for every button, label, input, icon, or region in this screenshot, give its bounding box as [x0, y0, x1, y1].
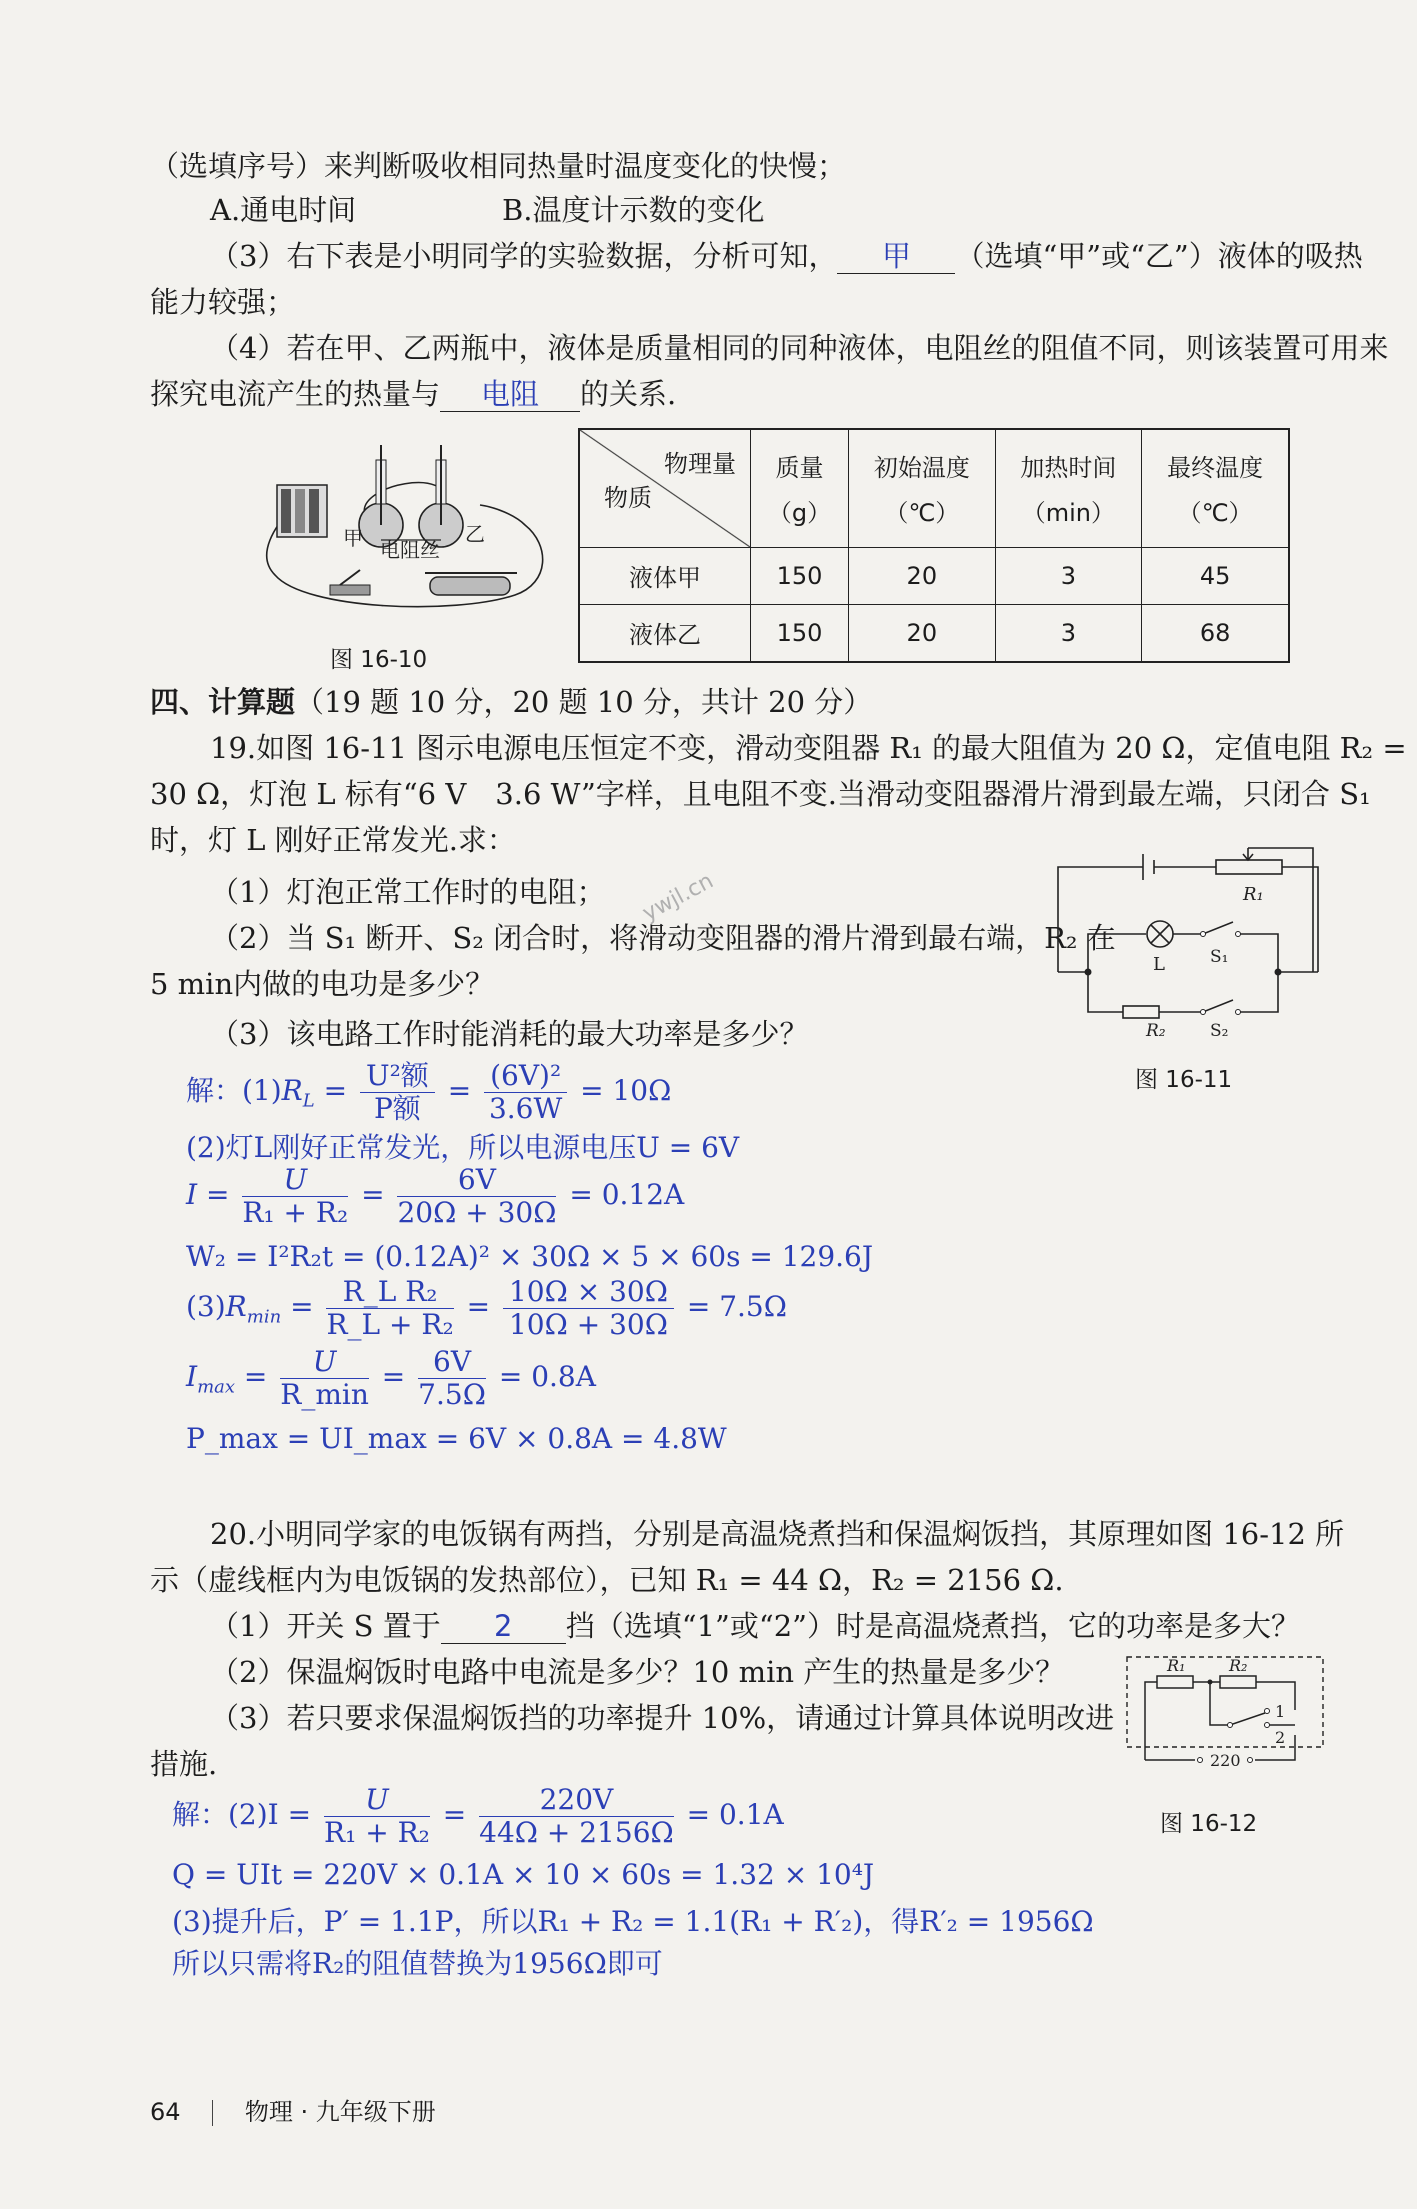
table-header-initial-temp: 初始温度 （℃）: [849, 429, 996, 547]
q18-part3-pre: （3）右下表是小明同学的实验数据，分析可知，: [210, 239, 838, 273]
q19-line3: 时，灯 L 刚好正常发光.求：: [150, 823, 516, 857]
sol19-line5: $(3)R_{min}$ = $\frac{\text{R\_L R₂}}{\text{R\_L + R₂}}$ = $\frac{10\Omega \times 30\Omega}{10\Omega + 30\Omega}$ = 7.5Ω: [186, 1275, 787, 1341]
q20-line1: 20.小明同学家的电饭锅有两挡，分别是高温烧煮挡和保温焖饭挡，其原理如图 16-12 所: [210, 1517, 1345, 1551]
q19-sub3: （3）该电路工作时能消耗的最大功率是多少？: [210, 1017, 809, 1051]
q20-sub3a: （3）若只要求保温焖饭挡的功率提升 10%，请通过计算具体说明改进: [210, 1701, 1115, 1735]
q20-sub3b: 措施.: [150, 1747, 218, 1781]
fig1612-caption: 图 16-12: [1160, 1811, 1258, 1837]
table-cell: 68: [1142, 604, 1289, 662]
fig1611-l: L: [1153, 954, 1165, 975]
book-title: 物理 · 九年级下册: [244, 2098, 436, 2126]
q20-sub1-pre: （1）开关 S 置于: [210, 1609, 441, 1643]
table-cell: 20: [849, 547, 996, 604]
q19-sub1: （1）灯泡正常工作时的电阻；: [210, 875, 606, 909]
table-diag-bottom: 物质: [604, 483, 652, 512]
fig1612-r1: R₁: [1167, 1656, 1186, 1675]
fig1611-caption: 图 16-11: [1135, 1067, 1233, 1093]
table-header-heating-time: 加热时间 （min）: [995, 429, 1142, 547]
q18-option-b: B.温度计示数的变化: [502, 193, 765, 227]
q18-part3: [210, 236, 1363, 276]
fig1610-label-wire: 电阻丝: [380, 538, 440, 562]
fig1612-terminal1: 1: [1275, 1702, 1286, 1721]
table-header-final-temp: 最终温度 （℃）: [1142, 429, 1289, 547]
sol19-line3: I = $\frac{U}{\text{R₁ + R₂}}$ = $\frac{6V}{20\Omega + 30\Omega}$ = 0.12A: [186, 1163, 685, 1229]
fig1611-r1: R₁: [1243, 884, 1264, 905]
sol20-line1: 解：(2)I = $\frac{U}{\text{R₁ + R₂}}$ = $\frac{220V}{44\Omega + 2156\Omega}$ = 0.1A: [172, 1783, 784, 1849]
q19-line1: 19.如图 16-11 图示电源电压恒定不变，滑动变阻器 R₁ 的最大阻值为 20 Ω，定值电阻 R₂ =: [210, 731, 1407, 765]
fig1611-s2: S₂: [1210, 1021, 1229, 1041]
q18-part4-pre: 探究电流产生的热量与: [150, 377, 441, 411]
q18-part3-answer: 甲: [881, 239, 911, 273]
table-cell: 45: [1142, 547, 1289, 604]
sol19-line1: 解：$(1)R_L$ = $\frac{\text{U²额}}{\text{P额}}$ = $\frac{\text{(6V)²}}{3.6W}$ = 10Ω: [186, 1059, 672, 1125]
fig1611-r2: R₂: [1146, 1021, 1166, 1041]
sol20-line3: (3)提升后，P′ = 1.1P，所以R₁ + R₂ = 1.1(R₁ + R′₂)，得R′₂ = 1956Ω: [172, 1905, 1094, 1938]
sol19-a1-prefix: 解：(1): [186, 1074, 282, 1107]
q18-part4-line2: [150, 374, 676, 414]
table-header-mass: 质量 （g）: [751, 429, 849, 547]
sol19-line7: P_max = UI_max = 6V × 0.8A = 4.8W: [186, 1422, 727, 1455]
figure-16-12: [1125, 1655, 1325, 1785]
q19-sub2b: 5 min内做的电功是多少？: [150, 967, 495, 1001]
sol19-line4: W₂ = I²R₂t = (0.12A)² × 30Ω × 5 × 60s = 129.6J: [186, 1240, 874, 1273]
table-cell: 150: [751, 604, 849, 662]
sol20-b1-prefix: 解：(2)I =: [172, 1798, 312, 1831]
q20-sub2: （2）保温焖饭时电路中电流是多少？10 min 产生的热量是多少？: [210, 1655, 1065, 1689]
figure-16-11: [1048, 822, 1328, 1041]
sol19-line6: $I_{max}$ = $\frac{U}{R\_\min}$ = $\frac{6V}{7.5\Omega}$ = 0.8A: [186, 1345, 596, 1411]
q20-sub1: [210, 1606, 1300, 1646]
sol19-line2: (2)灯L刚好正常发光，所以电源电压U = 6V: [186, 1131, 740, 1164]
table-cell: 20: [849, 604, 996, 662]
section4-title: 四、计算题: [150, 685, 296, 719]
fig1612-voltage: 220: [1210, 1751, 1241, 1770]
table-row-label: 液体乙: [579, 604, 751, 662]
fig1610-label-jia: 甲: [343, 526, 363, 550]
fig1610-caption: 图 16-10: [330, 647, 428, 673]
q18-part4-line1: （4）若在甲、乙两瓶中，液体是质量相同的同种液体，电阻丝的阻值不同，则该装置可用来: [210, 331, 1389, 365]
q18-part4-answer: 电阻: [481, 377, 540, 411]
q20-sub1-post: 挡（选填“1”或“2”）时是高温烧煮挡，它的功率是多大？: [565, 1609, 1300, 1643]
q18-line1: （选填序号）来判断吸收相同热量时温度变化的快慢；: [150, 149, 847, 183]
table-cell: 3: [995, 604, 1142, 662]
q20-line2: 示（虚线框内为电饭锅的发热部位），已知 R₁ = 44 Ω，R₂ = 2156 Ω.: [150, 1563, 1064, 1597]
section4-heading: [150, 682, 872, 722]
table-cell: 3: [995, 547, 1142, 604]
table-row-label: 液体甲: [579, 547, 751, 604]
figure-16-10: [255, 445, 555, 620]
q18-part3-post: （选填“甲”或“乙”）液体的吸热: [955, 239, 1363, 273]
data-table: [578, 428, 1290, 663]
fig1610-label-yi: 乙: [465, 522, 485, 546]
fig1612-terminal2: 2: [1275, 1728, 1286, 1747]
fig1611-s1: S₁: [1210, 947, 1229, 967]
table-diag-top: 物理量: [664, 450, 736, 478]
q18-part4-post: 的关系.: [580, 377, 677, 411]
fig1612-r2: R₂: [1229, 1656, 1248, 1675]
sol20-line2: Q = UIt = 220V × 0.1A × 10 × 60s = 1.32 × 10⁴J: [172, 1858, 875, 1891]
footer-divider: [212, 2100, 213, 2126]
table-cell: 150: [751, 547, 849, 604]
page-number: 64: [150, 2098, 181, 2126]
q20-sub1-answer: 2: [494, 1609, 513, 1643]
table-diagonal-header: [579, 429, 751, 547]
table-row: [579, 547, 1289, 604]
q18-part3-line2: 能力较强；: [150, 285, 296, 319]
q19-sub2a: （2）当 S₁ 断开、S₂ 闭合时，将滑动变阻器的滑片滑到最右端，R₂ 在: [210, 921, 1116, 955]
watermark: ywjl.cn: [638, 868, 718, 927]
q18-option-a: A.通电时间: [210, 193, 357, 227]
sol20-line4: 所以只需将R₂的阻值替换为1956Ω即可: [172, 1947, 663, 1980]
section4-note: （19 题 10 分，20 题 10 分，共计 20 分）: [295, 685, 873, 719]
q19-line2: 30 Ω，灯泡 L 标有“6 V 3.6 W”字样，且电阻不变.当滑动变阻器滑片滑到最左端，只闭合 S₁: [150, 777, 1371, 811]
page-footer: [150, 2092, 436, 2127]
table-row: [579, 604, 1289, 662]
